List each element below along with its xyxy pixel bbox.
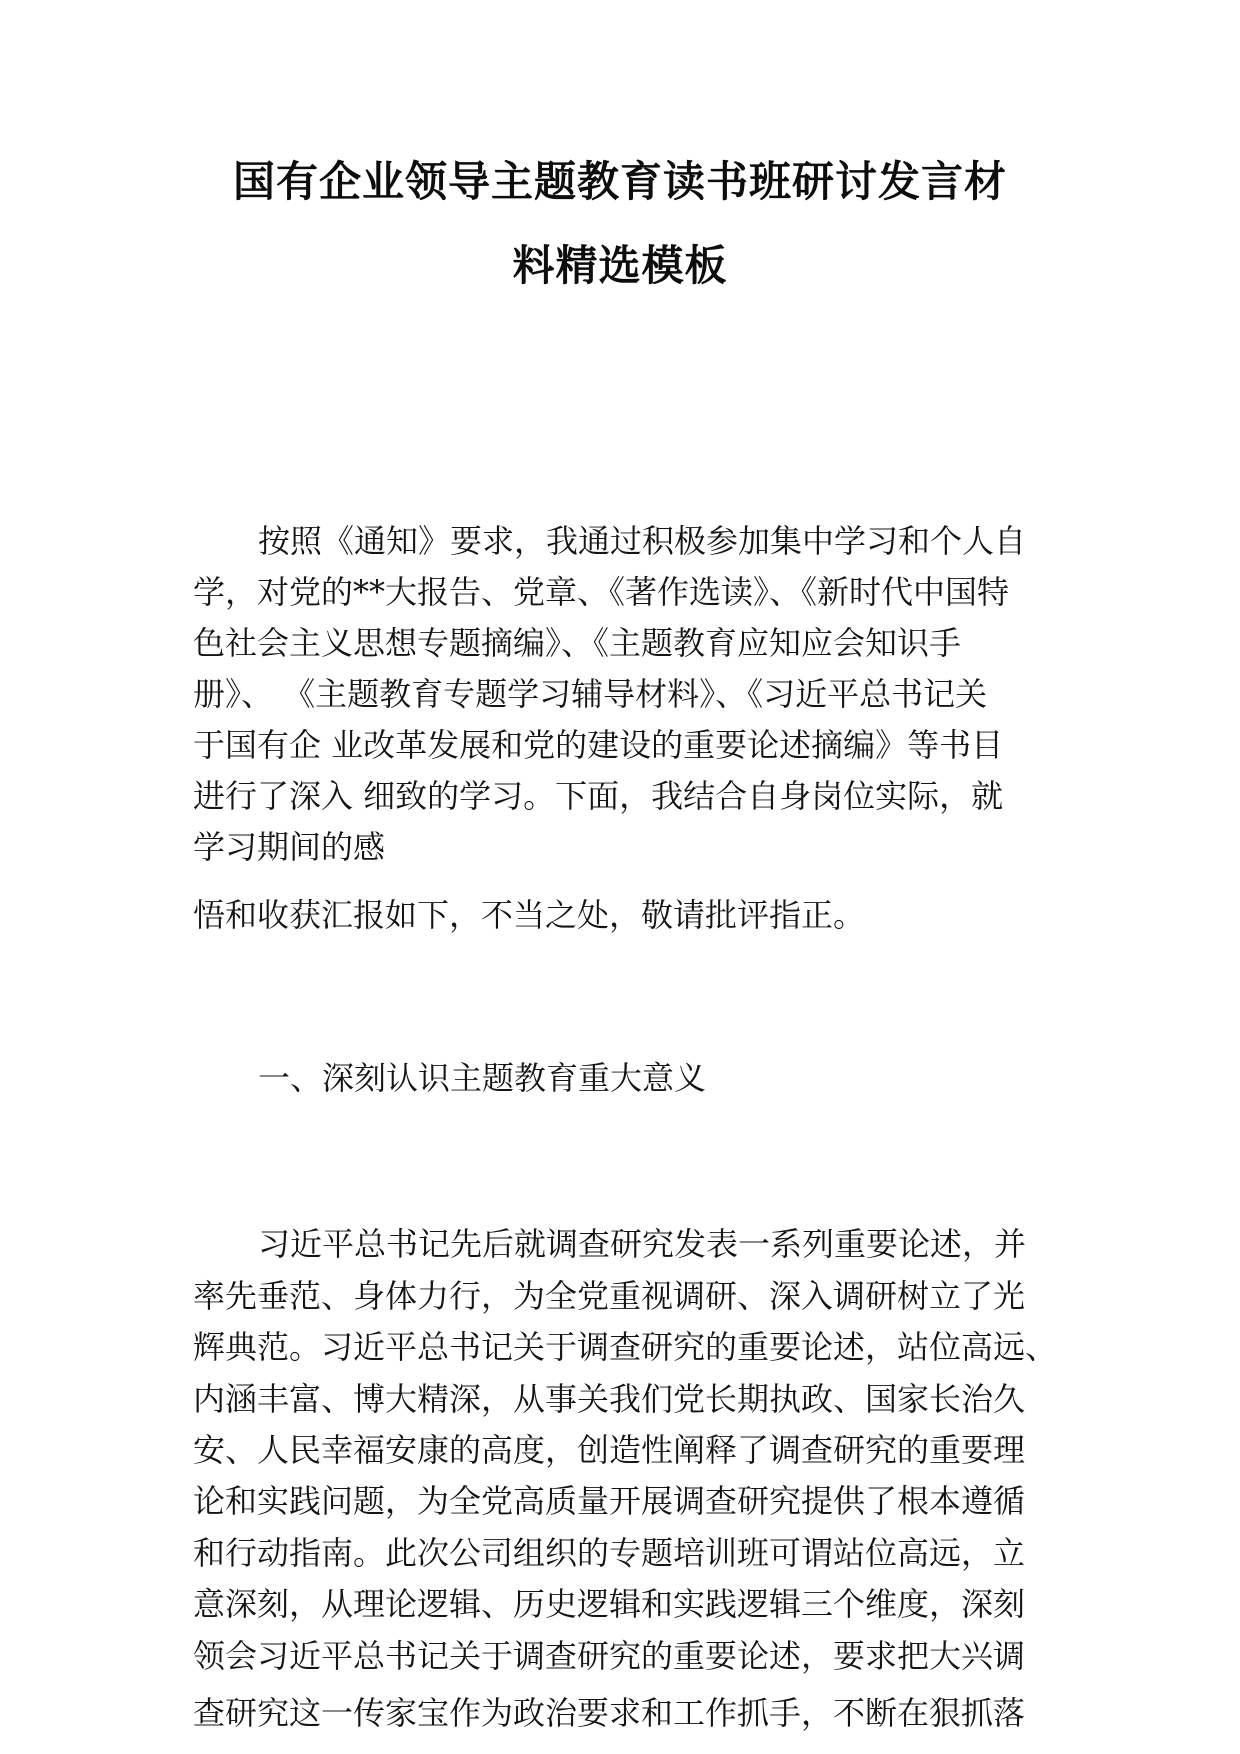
- paragraph-2-line: 内涵丰富、博大精深，从事关我们党长期执政、国家长治久: [193, 1380, 1026, 1418]
- document-title-line-2: 料精选模板: [512, 241, 728, 290]
- paragraph-2-line: 领会习近平总书记关于调查研究的重要论述，要求把大兴调: [193, 1637, 1026, 1675]
- paragraph-2-line: 习近平总书记先后就调查研究发表一系列重要论述，并: [258, 1225, 1027, 1263]
- paragraph-1-line: 学，对党的**大报告、党章、《著作选读》、《新时代中国特: [193, 573, 1010, 611]
- paragraph-2-line: 安、人民幸福安康的高度，创造性阐释了调查研究的重要理: [193, 1431, 1026, 1469]
- paragraph-2-line: 意深刻，从理论逻辑、历史逻辑和实践逻辑三个维度，深刻: [193, 1585, 1026, 1623]
- paragraph-2-line: 论和实践问题，为全党高质量开展调查研究提供了根本遵循: [193, 1482, 1026, 1520]
- paragraph-2-line: 查研究这一传家宝作为政治要求和工作抓手，不断在狠抓落: [193, 1694, 1026, 1732]
- paragraph-2-line: 率先垂范、身体力行，为全党重视调研、深入调研树立了光: [193, 1277, 1026, 1315]
- paragraph-1-line: 学习期间的感: [193, 828, 386, 866]
- paragraph-1-line: 进行了深入 细致的学习。下面，我结合自身岗位实际，就: [193, 777, 1004, 815]
- document-title-line-1: 国有企业领导主题教育读书班研讨发言材: [232, 157, 1007, 206]
- paragraph-1-line: 悟和收获汇报如下，不当之处，敬请批评指正。: [193, 896, 866, 934]
- section-heading-1: 一、深刻认识主题教育重大意义: [258, 1059, 707, 1097]
- paragraph-1-line: 色社会主义思想专题摘编》、《主题教育应知应会知识手: [193, 624, 962, 662]
- paragraph-1-line: 册》、 《主题教育专题学习辅导材料》、《习近平总书记关: [193, 675, 988, 713]
- paragraph-2-line: 和行动指南。此次公司组织的专题培训班可谓站位高远，立: [193, 1534, 1026, 1572]
- paragraph-1-line: 按照《通知》要求，我通过积极参加集中学习和个人自: [258, 522, 1027, 560]
- paragraph-1-line: 于国有企 业改革发展和党的建设的重要论述摘编》等书目: [193, 726, 1004, 764]
- paragraph-2-line: 辉典范。习近平总书记关于调查研究的重要论述，站位高远、: [193, 1328, 1058, 1366]
